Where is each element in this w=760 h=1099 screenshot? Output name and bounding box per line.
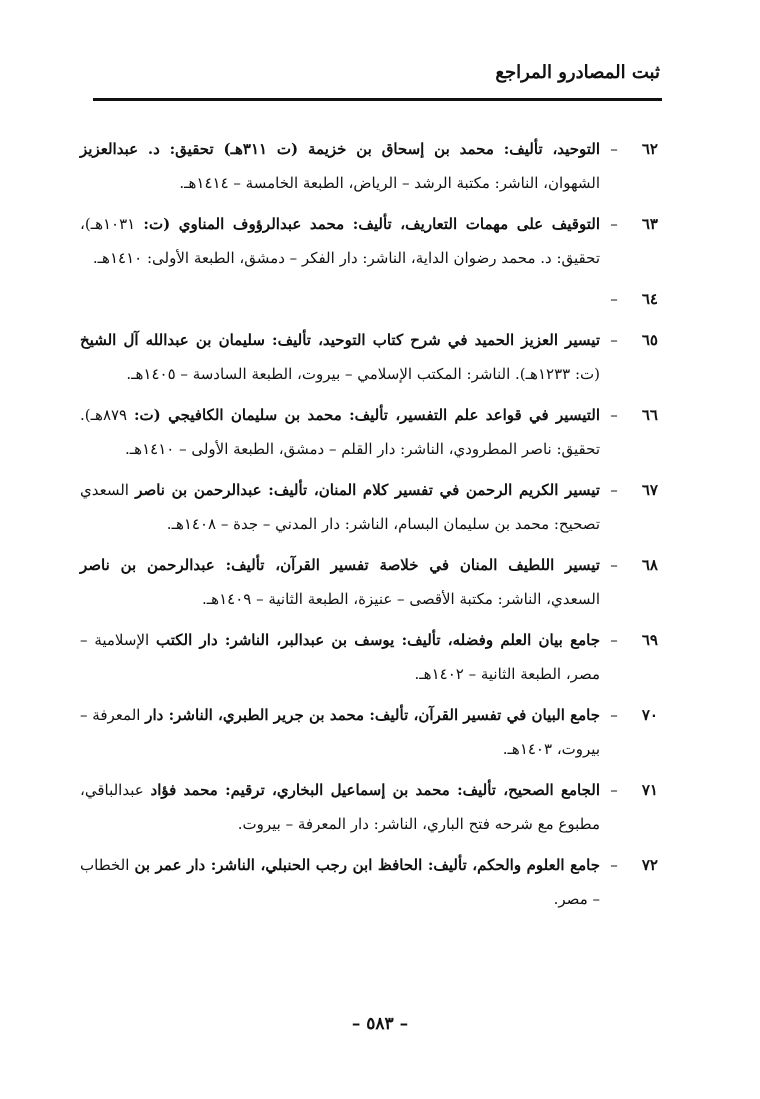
header-rule — [93, 98, 662, 101]
entry-dash: – — [610, 856, 618, 874]
entry-title: التوحيد، تأليف: محمد بن إسحاق بن خزيمة (ت ٣١١هـ) تحقيق: د. عبدالعزيز — [80, 140, 600, 158]
entry-text — [80, 698, 600, 766]
entry-text — [80, 773, 600, 841]
entry-title: التيسير في قواعد علم التفسير، تأليف: محمد بن سليمان الكافيجي (ت: — [134, 406, 600, 424]
entry-dash: – — [610, 140, 618, 158]
entry-details: عبدالباقي، مطبوع مع شرحه فتح الباري، الناشر: دار المعرفة – بيروت. — [80, 781, 600, 833]
entry-details: الخطاب – مصر. — [80, 856, 600, 908]
entry-number: ٦٨ — [641, 556, 658, 574]
entry-title: جامع العلوم والحكم، تأليف: الحافظ ابن رجب الحنبلي، الناشر: دار عمر بن — [134, 856, 600, 874]
entry-text — [80, 323, 600, 391]
entry-text — [80, 207, 600, 275]
entry-number: ٦٤ — [641, 290, 658, 308]
reference-entry-67 — [80, 473, 658, 541]
entry-title: تيسير اللطيف المنان في خلاصة تفسير القرآن، تأليف: عبدالرحمن بن ناصر — [80, 556, 600, 574]
entry-number: ٦٣ — [641, 215, 658, 233]
entry-number: ٧٢ — [641, 856, 658, 874]
entry-dash: – — [610, 331, 618, 349]
entry-dash: – — [610, 631, 618, 649]
page-number: – ٥٨٣ – — [351, 1014, 409, 1034]
entry-number: ٦٩ — [641, 631, 658, 649]
references-list — [80, 132, 658, 923]
reference-entry-70 — [80, 698, 658, 766]
entry-number: ٦٥ — [641, 331, 658, 349]
entry-dash: – — [610, 556, 618, 574]
entry-details: السعدي، الناشر: مكتبة الأقصى – عنيزة، الطبعة الثانية – ١٤٠٩هـ. — [202, 590, 600, 608]
reference-entry-62 — [80, 132, 658, 200]
entry-text — [80, 398, 600, 466]
entry-dash: – — [610, 215, 618, 233]
entry-number: ٧١ — [641, 781, 658, 799]
entry-number: ٦٧ — [641, 481, 658, 499]
reference-entry-72 — [80, 848, 658, 916]
entry-title: جامع بيان العلم وفضله، تأليف: يوسف بن عبدالبر، الناشر: دار الكتب — [156, 631, 600, 649]
entry-details: المعرفة – بيروت، ١٤٠٣هـ. — [80, 706, 600, 758]
entry-details: الإسلامية – مصر، الطبعة الثانية – ١٤٠٢هـ. — [80, 631, 600, 683]
running-head: ثبت المصادرو المراجع — [495, 62, 660, 83]
entry-text — [80, 848, 600, 916]
entry-details: السعدي تصحيح: محمد بن سليمان البسام، الناشر: دار المدني – جدة – ١٤٠٨هـ. — [80, 481, 600, 533]
entry-details: (ت: ١٢٣٣هـ). الناشر: المكتب الإسلامي – بيروت، الطبعة السادسة – ١٤٠٥هـ. — [126, 365, 600, 383]
reference-entry-64 — [80, 282, 658, 316]
entry-text — [80, 132, 600, 200]
reference-entry-68 — [80, 548, 658, 616]
reference-entry-65 — [80, 323, 658, 391]
entry-details: الشهوان، الناشر: مكتبة الرشد – الرياض، الطبعة الخامسة – ١٤١٤هـ. — [179, 174, 600, 192]
entry-title: التوقيف على مهمات التعاريف، تأليف: محمد عبدالرؤوف المناوي (ت: — [143, 215, 600, 233]
entry-dash: – — [610, 481, 618, 499]
entry-text — [80, 548, 600, 616]
entry-dash: – — [610, 406, 618, 424]
entry-number: ٦٦ — [641, 406, 658, 424]
entry-number: ٧٠ — [641, 706, 658, 724]
reference-entry-69 — [80, 623, 658, 691]
entry-title: تيسير العزيز الحميد في شرح كتاب التوحيد، تأليف: سليمان بن عبدالله آل الشيخ — [80, 331, 600, 349]
reference-entry-63 — [80, 207, 658, 275]
entry-title: الجامع الصحيح، تأليف: محمد بن إسماعيل البخاري، ترقيم: محمد فؤاد — [150, 781, 600, 799]
entry-text — [80, 473, 600, 541]
reference-entry-71 — [80, 773, 658, 841]
entry-title: جامع البيان في تفسير القرآن، تأليف: محمد بن جرير الطبري، الناشر: دار — [145, 706, 600, 724]
entry-title: تيسير الكريم الرحمن في تفسير كلام المنان، تأليف: عبدالرحمن بن ناصر — [135, 481, 600, 499]
entry-number: ٦٢ — [641, 140, 658, 158]
entry-dash: – — [610, 706, 618, 724]
entry-dash: – — [610, 781, 618, 799]
entry-text — [80, 623, 600, 691]
entry-details: ١٠٣١هـ)، تحقيق: د. محمد رضوان الداية، الناشر: دار الفكر – دمشق، الطبعة الأولى: ١٤١٠هـ. — [80, 215, 600, 267]
reference-entry-66 — [80, 398, 658, 466]
entry-dash: – — [610, 290, 618, 308]
entry-details: ٨٧٩هـ). تحقيق: ناصر المطرودي، الناشر: دار القلم – دمشق، الطبعة الأولى – ١٤١٠هـ. — [80, 406, 600, 458]
